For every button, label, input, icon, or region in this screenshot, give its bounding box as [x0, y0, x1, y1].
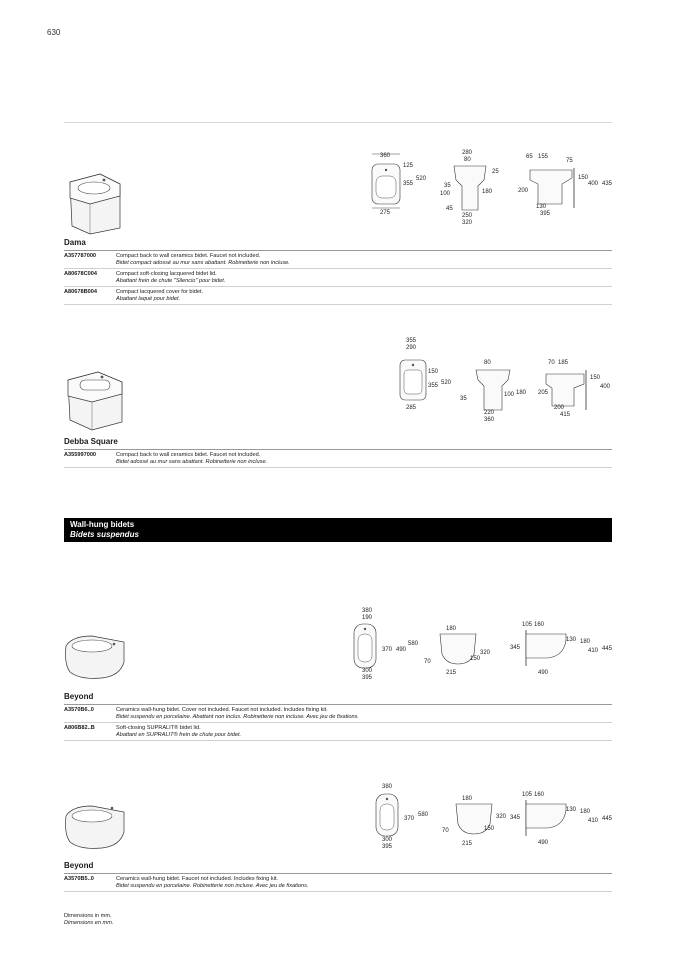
product-description: Soft-closing SUPRALIT® bidet lid. Abattant en SUPRALIT® frein de chute pour bidet.	[116, 725, 242, 738]
product-title: Beyond	[64, 692, 94, 701]
table-row	[64, 252, 612, 269]
dim-label: 320	[496, 814, 507, 820]
dim-label: 80	[464, 157, 471, 163]
divider	[64, 250, 612, 251]
dim-label: 445	[602, 646, 613, 652]
dim-label: 70	[442, 828, 449, 834]
section-title: Wall-hung bidets	[70, 520, 135, 529]
table-row	[64, 706, 612, 723]
dim-label: 345	[510, 815, 521, 821]
dim-label: 130	[566, 807, 577, 813]
dim-label: 80	[484, 360, 491, 366]
beyond-bidet-illustration	[62, 800, 130, 854]
dim-label: 190	[362, 615, 373, 621]
dim-label: 65	[526, 154, 533, 160]
dim-label: 520	[441, 380, 452, 386]
dim-label: 490	[396, 647, 407, 653]
section-title-fr: Bidets suspendus	[70, 530, 139, 539]
dim-label: 520	[416, 176, 427, 182]
dim-label: 185	[558, 360, 569, 366]
dim-label: 370	[404, 816, 415, 822]
product-code: A806B82..B	[64, 725, 95, 731]
dama-top-view	[366, 148, 428, 226]
beyond-top-view	[372, 778, 434, 854]
product-description: Ceramics wall-hung bidet. Faucet not included. Includes fixing kit. Bidet suspendu en porcelaine. Robinetterie non incluse. Avec jeu de fixations.	[116, 876, 309, 889]
beyond-front-view	[420, 620, 496, 680]
product-description: Compact soft-closing lacquered bidet lid. Abattant frein de chute "Silencio" pour bidet.	[116, 271, 226, 284]
product-title: Debba Square	[64, 437, 118, 446]
product-code: A3570B6..0	[64, 707, 94, 713]
dim-label: 395	[362, 675, 373, 681]
dim-label: 395	[540, 211, 551, 217]
divider	[64, 873, 612, 874]
dim-label: 410	[588, 648, 599, 654]
beyond-side-view	[508, 786, 616, 850]
beyond-bidet-illustration	[62, 632, 130, 684]
dim-label: 360	[484, 417, 495, 423]
product-description: Compact back to wall ceramics bidet. Faucet not included. Bidet adossé au mur sans abattant. Robinetterie non incluse.	[116, 452, 268, 465]
dim-label: 220	[484, 410, 495, 416]
beyond-side-view	[508, 616, 616, 680]
dim-label: 215	[462, 841, 473, 847]
dim-label: 160	[534, 622, 545, 628]
divider	[64, 704, 612, 705]
product-code: A357787000	[64, 253, 97, 259]
dim-label: 300	[382, 837, 393, 843]
dim-label: 70	[424, 659, 431, 665]
debba-square-front-view	[458, 356, 530, 426]
dim-label: 45	[446, 206, 453, 212]
dim-label: 345	[510, 645, 521, 651]
dim-label: 150	[470, 656, 481, 662]
dim-label: 200	[554, 405, 565, 411]
dim-label: 275	[380, 210, 391, 216]
dim-label: 130	[536, 204, 547, 210]
dim-label: 395	[382, 844, 393, 850]
dim-label: 250	[462, 213, 473, 219]
product-code: A3570B5..0	[64, 876, 94, 882]
dim-label: 355	[428, 383, 439, 389]
dim-label: 155	[538, 154, 549, 160]
dim-label: 580	[418, 812, 429, 818]
dim-label: 150	[578, 175, 589, 181]
dim-label: 100	[504, 392, 515, 398]
debba-square-bidet-illustration	[62, 366, 128, 432]
product-description: Compact back to wall ceramics bidet. Faucet not included. Bidet compact adossé au mur sans abattant. Robinetterie non incluse.	[116, 253, 290, 266]
dim-label: 180	[580, 809, 591, 815]
dim-label: 180	[482, 189, 493, 195]
dim-label: 180	[516, 390, 527, 396]
dim-label: 380	[362, 608, 373, 614]
dim-label: 35	[444, 183, 451, 189]
debba-square-top-view	[392, 334, 462, 416]
product-title: Beyond	[64, 861, 94, 870]
dim-label: 410	[588, 818, 599, 824]
dim-label: 125	[403, 163, 414, 169]
dim-label: 360	[380, 153, 391, 159]
table-row	[64, 875, 612, 892]
dim-label: 75	[566, 158, 573, 164]
dim-label: 580	[408, 641, 419, 647]
divider	[64, 122, 612, 123]
product-description: Ceramics wall-hung bidet. Cover not included. Faucet not included. Includes fixing kit. Bidet suspendu en porcelaine. Abattant non inclus. Robinetterie non incluse. Avec jeu de fixations.	[116, 707, 359, 720]
dim-label: 150	[428, 369, 439, 375]
dim-label: 70	[548, 360, 555, 366]
product-code: A80678B004	[64, 289, 97, 295]
footnote	[64, 913, 113, 927]
beyond-top-view	[350, 604, 424, 684]
dama-side-view	[516, 150, 616, 220]
table-row	[64, 451, 612, 468]
footnote-en: Dimensions in mm.	[64, 913, 112, 919]
divider	[64, 449, 612, 450]
dim-label: 280	[462, 150, 473, 156]
dim-label: 400	[600, 384, 611, 390]
dim-label: 380	[382, 784, 393, 790]
dim-label: 285	[406, 405, 417, 411]
product-title: Dama	[64, 238, 86, 247]
dama-front-view	[440, 146, 500, 226]
dim-label: 435	[602, 181, 613, 187]
table-row	[64, 288, 612, 305]
dim-label: 100	[440, 191, 451, 197]
debba-square-side-view	[536, 356, 616, 422]
dim-label: 300	[362, 668, 373, 674]
dim-label: 105	[522, 622, 533, 628]
dim-label: 415	[560, 412, 571, 418]
product-code: A355997000	[64, 452, 97, 458]
dim-label: 215	[446, 670, 457, 676]
table-row	[64, 270, 612, 287]
dim-label: 35	[460, 396, 467, 402]
dim-label: 25	[492, 169, 499, 175]
dim-label: 160	[534, 792, 545, 798]
dim-label: 490	[538, 840, 549, 846]
dim-label: 290	[406, 345, 417, 351]
dim-label: 180	[462, 796, 473, 802]
dim-label: 130	[566, 637, 577, 643]
dim-label: 200	[518, 188, 529, 194]
dim-label: 180	[580, 639, 591, 645]
dim-label: 370	[382, 647, 393, 653]
dim-label: 490	[538, 670, 549, 676]
dim-label: 205	[538, 390, 549, 396]
footnote-fr: Dimensions en mm.	[64, 920, 114, 926]
dim-label: 445	[602, 816, 613, 822]
dim-label: 180	[446, 626, 457, 632]
section-banner	[64, 518, 612, 542]
dim-label: 150	[484, 826, 495, 832]
dim-label: 150	[590, 375, 601, 381]
table-row	[64, 724, 612, 741]
dim-label: 400	[588, 181, 599, 187]
dim-label: 355	[403, 181, 414, 187]
dim-label: 320	[462, 220, 473, 226]
dim-label: 355	[406, 338, 417, 344]
dama-bidet-illustration	[62, 170, 126, 236]
dim-label: 105	[522, 792, 533, 798]
product-description: Compact lacquered cover for bidet. Abattant laqué pour bidet.	[116, 289, 204, 302]
beyond-front-view	[440, 790, 516, 850]
page-number: 630	[47, 28, 61, 37]
product-code: A80678C004	[64, 271, 97, 277]
dim-label: 320	[480, 650, 491, 656]
